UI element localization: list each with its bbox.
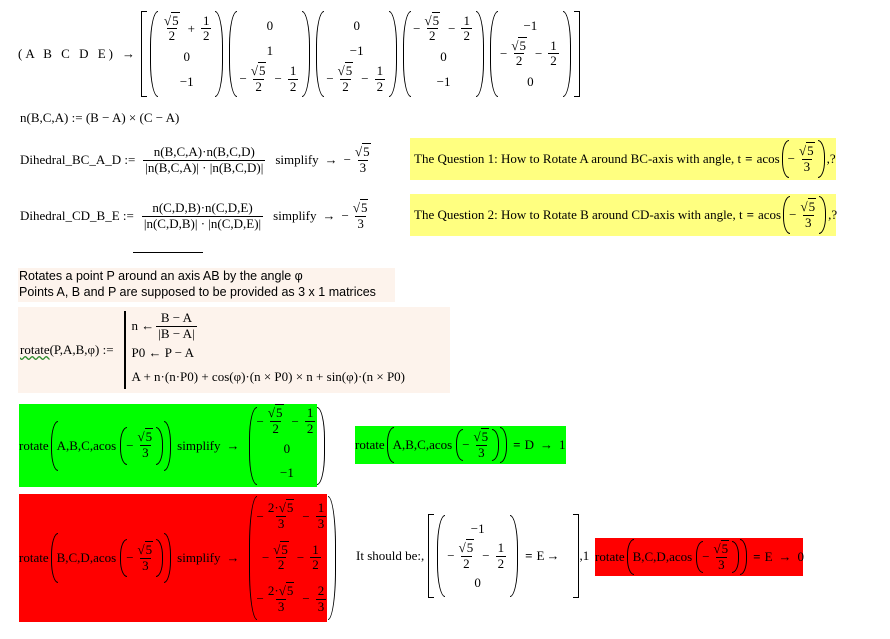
normal-definition-text: n(B,C,A) := (B − A) × (C − A): [20, 110, 180, 125]
vector-d-row-3: −1: [436, 74, 451, 90]
vector-b-row-2: 1: [266, 42, 274, 58]
dihedral-2-result: $\frac{√5}{3}$: [352, 199, 368, 231]
dihedral-cd-b-e[interactable]: Dihedral_CD_B_E := $\frac{n(C,D,B)\cdot n(C,D,E)}{|n(C,D,B)| \cdot |n(C,D,E)|}$ simplify → − $\frac{√5}{3}$: [20, 196, 372, 236]
expected-vector: −1 − $\frac{√5}{2}$ − $\frac{1}{2}$ 0: [437, 515, 518, 597]
dihedral-bc-a-d[interactable]: Dihedral_BC_A_D := $\frac{n(B,C,A)\cdot n(B,C,D)}{|n(B,C,A)| \cdot |n(B,C,D)|}$ simplify → − $\frac{√5}{3}$: [20, 140, 375, 180]
question-2-text: The Question 2: How to Rotate B around CD-axis with angle, t: [414, 207, 743, 222]
vector-d-row-2: 0: [440, 49, 447, 65]
question-1-text: The Question 1: How to Rotate A around BC-axis with angle, t: [414, 151, 742, 166]
expected-label: It should be:,: [356, 548, 425, 563]
dihedral-1-name: Dihedral_BC_A_D :=: [20, 152, 136, 167]
vector-c: [316, 11, 397, 97]
rotate-a-evaluation[interactable]: rotate A,B,C,acos − $\frac{√5}{3}$ simplify → − $\frac{√5}{2}$ − $\frac{1}{2}$ 0 −1: [19, 404, 317, 487]
rotate-function-name: rotate: [20, 342, 50, 357]
rotate-b-check[interactable]: rotate B,C,D,acos − $\frac{√5}{3}$ = E → 0: [595, 538, 803, 576]
rotate-args: B,C,D,acos − $\frac{√5}{3}$: [51, 533, 172, 583]
vector-a-row-1: $\frac{√5}{2}$ + $\frac{1}{2}$: [164, 12, 210, 44]
rotate-definition[interactable]: [18, 307, 450, 393]
result-vector: − $\frac{2\cdot√5}{3}$ − $\frac{1}{3}$ − $\frac{√5}{2}$ − $\frac{1}{2}$ − $\frac{2\cdot√5}{3}$ − $\frac{2}{3}$: [249, 496, 337, 620]
separator-line: [133, 252, 203, 253]
vector-a: [150, 11, 223, 97]
program-line-3: A + n·(n·P0) + cos(φ)·(n × P0) × n + sin(φ)·(n × P0): [131, 369, 406, 384]
points-matrix: [141, 11, 580, 97]
vector-b-row-3: − $\frac{√5}{2}$ − $\frac{1}{2}$: [239, 62, 297, 94]
result-vector: − $\frac{√5}{2}$ − $\frac{1}{2}$ 0 −1: [249, 407, 326, 485]
vector-e-row-1: −1: [523, 17, 538, 33]
rotate-comment[interactable]: [18, 268, 395, 302]
vector-e: [490, 11, 571, 97]
symbolic-arrow: →: [122, 46, 135, 61]
program-line-2: P0 ← P − A: [131, 345, 195, 360]
acos-argument: − $\frac{√5}{3}$: [783, 196, 826, 234]
comment-line-2: Points A, B and P are supposed to be provided as 3 x 1 matrices: [19, 285, 376, 299]
check-result: 0: [797, 549, 805, 564]
expected-result[interactable]: It should be:, −1 − $\frac{√5}{2}$ − $\frac{1}{2}$ 0 = E → ,1: [356, 512, 589, 600]
rotate-a-check[interactable]: rotate A,B,C,acos − $\frac{√5}{3}$ = D → 1: [355, 426, 566, 464]
acos-argument: − $\frac{√5}{3}$: [782, 140, 825, 178]
dihedral-1-fraction: $\frac{n(B,C,A)\cdot n(B,C,D)}{|n(B,C,A)| \cdot |n(B,C,D)|}$: [145, 143, 264, 175]
vector-d-row-1: − $\frac{√5}{2}$ − $\frac{1}{2}$: [413, 12, 470, 44]
vector-e-row-3: 0: [527, 74, 534, 90]
comment-line-1: Rotates a point P around an axis AB by the angle φ: [19, 269, 303, 283]
normal-definition[interactable]: [20, 110, 179, 126]
vector-c-row-3: − $\frac{√5}{2}$ − $\frac{1}{2}$: [326, 62, 384, 94]
question-1[interactable]: The Question 1: How to Rotate A around BC-axis with angle, t = acos − $\frac{√5}{3}$ ,?: [410, 138, 836, 180]
vector-c-row-2: −1: [349, 42, 364, 58]
dihedral-2-fraction: $\frac{n(C,D,B)\cdot n(C,D,E)}{|n(C,D,B)| \cdot |n(C,D,E)|}$: [143, 199, 262, 231]
vector-b-row-1: 0: [266, 17, 274, 33]
points-lhs: (A B C D E): [18, 46, 116, 61]
vector-d: [403, 11, 484, 97]
points-definition[interactable]: [18, 10, 580, 98]
program-block: [124, 311, 405, 389]
dihedral-1-result: $\frac{√5}{3}$: [355, 143, 370, 175]
question-2[interactable]: The Question 2: How to Rotate B around CD-axis with angle, t = acos − $\frac{√5}{3}$ ,?: [410, 194, 836, 236]
symbolic-arrow: →: [324, 152, 338, 167]
dihedral-2-name: Dihedral_CD_B_E :=: [20, 208, 134, 223]
vector-c-row-1: 0: [353, 17, 360, 33]
vector-b: [229, 11, 310, 97]
rotate-args: A,B,C,acos − $\frac{√5}{3}$: [51, 421, 172, 471]
vector-a-row-3: −1: [179, 74, 194, 90]
program-line-1: n ← $\frac{B - A}{|B - A|}$: [131, 309, 195, 341]
rotate-params: (P,A,B,φ) :=: [49, 342, 114, 357]
vector-e-row-2: − $\frac{√5}{2}$ − $\frac{1}{2}$: [499, 37, 557, 69]
symbolic-arrow: →: [322, 208, 336, 223]
check-result: 1: [558, 437, 566, 452]
simplify-keyword: simplify: [275, 152, 319, 167]
rotate-b-evaluation[interactable]: rotate B,C,D,acos − $\frac{√5}{3}$ simplify → − $\frac{2\cdot√5}{3}$ − $\frac{1}{3}$ − $\frac{√5}{2}$ − $\frac{1}{2}$ − $\frac{2\cdot√5}{3}$ − $\frac{2}{3}$: [19, 494, 327, 622]
simplify-keyword: simplify: [273, 208, 317, 223]
vector-a-row-2: 0: [183, 49, 190, 65]
